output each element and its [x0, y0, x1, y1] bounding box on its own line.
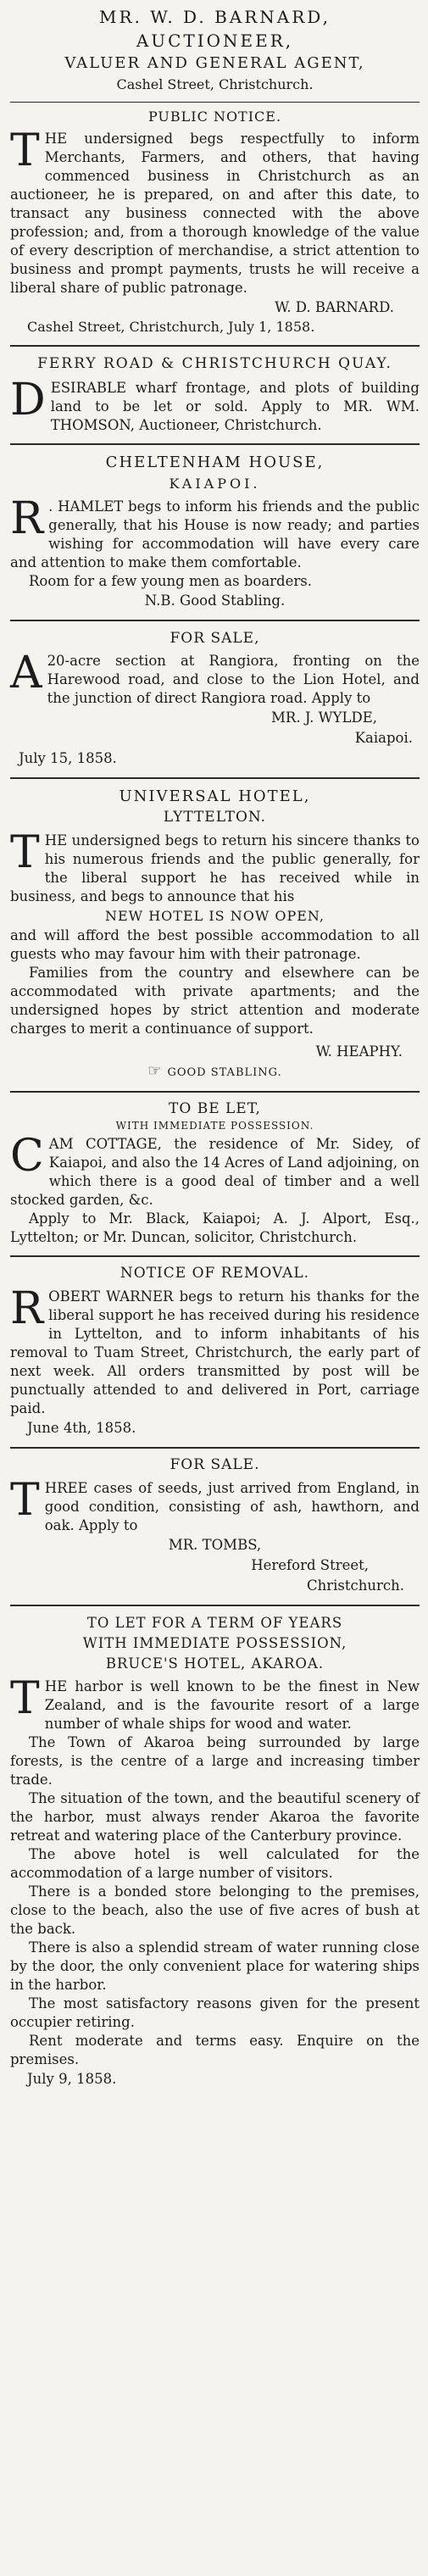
cheltenham-body: . HAMLET begs to inform his friends and the public generally, that his House is now ready; and parties wishing for accommodation will have every care and attention to make them comfortable.: [10, 498, 420, 570]
pointing-hand-icon: ☞: [147, 1062, 163, 1080]
ferry-body: ESIRABLE wharf frontage, and plots of building land to be let or sold. Apply to MR. WM. THOMSON, Auctioneer, Christchurch.: [50, 380, 420, 433]
forsale2-contact: MR. TOMBS,: [168, 1537, 262, 1553]
bruces-p2: The Town of Akaroa being surrounded by large forests, is the centre of a large and increasing timber trade.: [10, 1734, 420, 1788]
dropcap: R: [10, 1283, 44, 1334]
barnard-role: AUCTIONEER,: [136, 31, 294, 51]
removal-date: June 4th, 1858.: [27, 1420, 136, 1436]
cheltenham-nb: N.B. Good Stabling.: [144, 593, 286, 609]
forsale2-address1: Hereford Street,: [251, 1557, 369, 1573]
barnard-address: Cashel Street, Christchurch.: [116, 76, 314, 92]
universal-signature: W. HEAPHY.: [315, 1043, 403, 1060]
barnard-body: HE undersigned begs respectfully to inform Merchants, Farmers, and others, that having commenced business in Christchurch as an auctioneer, he is prepared, on and after this date, to transact any business connected with the above profession; and, from a thorough knowledge of the value of every description of merchandise, a strict attention to business and prompt payments, trusts he will receive a liberal share of public patronage.: [10, 131, 420, 296]
bruces-heading2: WITH IMMEDIATE POSSESSION,: [82, 1635, 347, 1651]
dropcap: R: [10, 493, 44, 544]
bruces-p7: The most satisfactory reasons given for the present occupier retiring.: [10, 1995, 420, 2030]
universal-body: HE undersigned begs to return his sincere thanks to his numerous friends and the public generally, for the liberal support he has received while in business, and begs to announce that his: [10, 832, 420, 904]
divider: [10, 1255, 420, 1257]
cheltenham-heading: CHELTENHAM HOUSE,: [105, 453, 325, 471]
universal-hotel-advert: [10, 786, 420, 1082]
forsale1-date: July 15, 1858.: [19, 750, 117, 766]
bruces-p5: There is a bonded store belonging to the premises, close to the beach, also the use of five acres of bush at the back.: [10, 1883, 420, 1937]
bruces-p3: The situation of the town, and the beautiful scenery of the harbor, must always render Akaroa the favorite retreat and watering place of the Canterbury province.: [10, 1790, 420, 1844]
forsale1-place: Kaiapoi.: [354, 730, 413, 746]
barnard-notice-heading: PUBLIC NOTICE.: [147, 108, 282, 125]
forsale2-body: HREE cases of seeds, just arrived from England, in good condition, consisting of ash, hawthorn, and oak. Apply to: [44, 1480, 420, 1533]
dropcap: T: [10, 827, 40, 878]
bruces-p4: The above hotel is well calculated for the accommodation of a large number of visitors.: [10, 1846, 420, 1881]
dropcap: T: [10, 1673, 40, 1724]
barnard-subtitle: VALUER AND GENERAL AGENT,: [64, 54, 365, 72]
dropcap: T: [10, 125, 40, 176]
divider: [10, 777, 420, 779]
universal-location: LYTTELTON.: [163, 809, 267, 826]
tobelet-apply: Apply to Mr. Black, Kaiapoi; A. J. Alport, Esq., Lyttelton; or Mr. Duncan, solicitor, Christchurch.: [10, 1210, 420, 1245]
tobelet-subheading: WITH IMMEDIATE POSSESSION.: [115, 1120, 314, 1132]
for-sale-rangiora-advert: [10, 628, 420, 769]
removal-advert: [10, 1264, 420, 1438]
divider: [10, 620, 420, 621]
divider: [10, 102, 420, 103]
barnard-advert: [10, 5, 420, 337]
universal-new-hotel: NEW HOTEL IS NOW OPEN,: [105, 908, 325, 924]
bruces-heading3: BRUCE'S HOTEL, AKAROA.: [105, 1655, 325, 1672]
dropcap: T: [10, 1475, 40, 1526]
ferry-road-advert: [10, 353, 420, 435]
bruces-p6: There is also a splendid stream of water running close by the door, the only convenient place for watering ships in the harbor.: [10, 1939, 420, 1993]
divider: [10, 1605, 420, 1606]
forsale1-heading: FOR SALE,: [170, 630, 260, 647]
removal-heading: NOTICE OF REMOVAL.: [120, 1265, 310, 1282]
bruces-hotel-advert: [10, 1613, 420, 2089]
barnard-signature: W. D. BARNARD.: [275, 299, 394, 315]
forsale1-contact: MR. J. WYLDE,: [271, 709, 377, 726]
for-sale-seeds-advert: [10, 1455, 420, 1596]
to-be-let-advert: [10, 1099, 420, 1247]
tobelet-body: AM COTTAGE, the residence of Mr. Sidey, of Kaiapoi, and also the 14 Acres of Land adjoining, on which there is a good deal of timber and a well stocked garden, &c.: [10, 1136, 420, 1208]
forsale2-heading: FOR SALE.: [170, 1456, 260, 1473]
divider: [10, 1091, 420, 1093]
universal-stabling-line: [10, 1062, 420, 1082]
bruces-body: HE harbor is well known to be the finest in New Zealand, and is the favourite resort of a large number of whale ships for wood and water.: [44, 1678, 420, 1732]
ferry-heading: FERRY ROAD & CHRISTCHURCH QUAY.: [37, 355, 392, 372]
removal-body: OBERT WARNER begs to return his thanks for the liberal support he has received during his residence in Lyttelton, and to inform inhabitants of his removal to Tuam Street, Christchurch, the early part of next week. All orders transmitted by post will be punctually attended to and delivered in Port, carriage paid.: [10, 1288, 420, 1416]
universal-heading: UNIVERSAL HOTEL,: [119, 787, 311, 805]
dropcap: A: [10, 648, 42, 698]
tobelet-heading: TO BE LET,: [169, 1100, 261, 1117]
universal-body3: Families from the country and elsewhere can be accommodated with private apartments; and the undersigned hopes by strict attention and moderate charges to merit a continuance of support.: [10, 965, 420, 1037]
cheltenham-location: KAIAPOI.: [169, 476, 261, 492]
universal-body2: and will afford the best possible accommodation to all guests who may favour him with their patronage.: [10, 927, 420, 962]
divider: [10, 1447, 420, 1449]
forsale2-address2: Christchurch.: [306, 1577, 404, 1594]
barnard-name: MR. W. D. BARNARD,: [99, 7, 331, 27]
dropcap: C: [10, 1131, 44, 1182]
bruces-date: July 9, 1858.: [27, 2071, 117, 2087]
bruces-heading1: TO LET FOR A TERM OF YEARS: [86, 1615, 343, 1631]
bruces-p8: Rent moderate and terms easy. Enquire on the premises.: [10, 2033, 420, 2067]
cheltenham-boarders: Room for a few young men as boarders.: [29, 573, 312, 589]
dropcap: D: [10, 375, 46, 426]
universal-stabling: GOOD STABLING.: [167, 1066, 282, 1079]
divider: [10, 345, 420, 347]
divider: [10, 443, 420, 445]
forsale1-body: 20-acre section at Rangiora, fronting on the Harewood road, and close to the Lion Hotel, and the junction of direct Rangiora road. Apply to: [47, 653, 420, 706]
cheltenham-advert: [10, 452, 420, 611]
barnard-dateline: Cashel Street, Christchurch, July 1, 1858.: [27, 319, 315, 335]
